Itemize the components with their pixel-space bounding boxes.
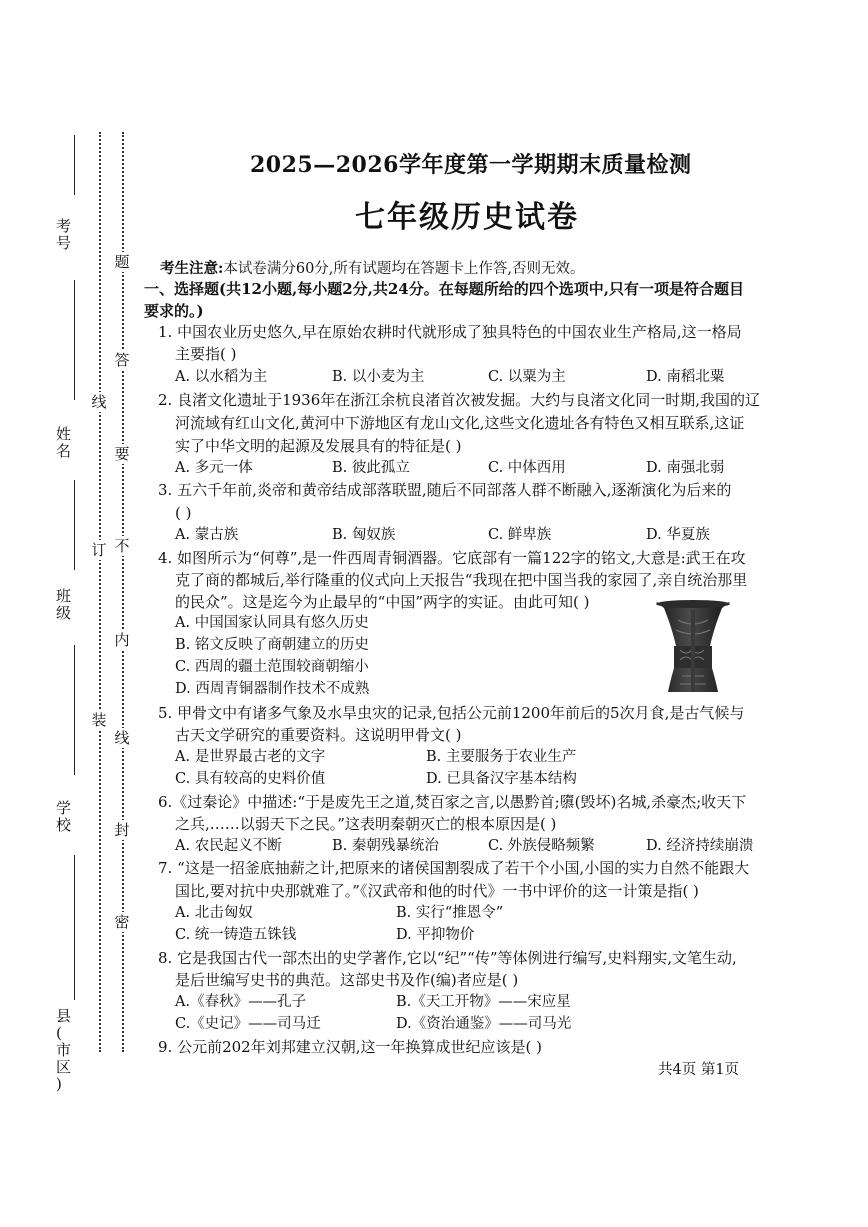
- option-6d[interactable]: D. 经济持续崩溃: [646, 838, 754, 854]
- option-8b[interactable]: B.《天工开物》——宋应星: [396, 994, 571, 1010]
- question-1-line: 1. 中国农业历史悠久,早在原始农耕时代就形成了独具特色的中国农业生产格局,这一格局: [158, 323, 742, 341]
- option-2c[interactable]: C. 中体西用: [488, 460, 566, 476]
- seal-word: 答: [114, 351, 130, 369]
- label-exam-number: 考 号: [56, 217, 72, 252]
- question-8-line: 8. 它是我国古代一部杰出的史学著作,它以“纪”“传”等体例进行编写,史料翔实,文笔生动,: [158, 949, 737, 967]
- notice-label: 考生注意:: [160, 260, 224, 277]
- option-5c[interactable]: C. 具有较高的史料价值: [175, 771, 326, 787]
- label-class: 班 级: [56, 587, 72, 622]
- exam-title: 2025—2026学年度第一学期期末质量检测: [250, 152, 692, 178]
- question-7-line: 国比,要对抗中央那就难了。”《汉武帝和他的时代》一书中评价的这一计策是指( ): [175, 882, 699, 900]
- question-4-line: 4. 如图所示为“何尊”,是一件西周青铜酒器。它底部有一篇122字的铭文,大意是:武王在攻: [158, 549, 746, 567]
- seal-word: 封: [114, 821, 130, 839]
- binding-line: [74, 280, 75, 400]
- seal-word: 线: [114, 729, 130, 747]
- option-1a[interactable]: A. 以水稻为主: [175, 369, 268, 385]
- option-4c[interactable]: C. 西周的疆土范围较商朝缩小: [175, 659, 369, 675]
- binding-word: 装: [91, 711, 107, 729]
- option-5a[interactable]: A. 是世界最古老的文字: [175, 749, 326, 765]
- option-6a[interactable]: A. 农民起义不断: [175, 838, 282, 854]
- seal-word: 不: [114, 537, 130, 555]
- notice: [160, 257, 585, 278]
- option-4a[interactable]: A. 中国国家认同具有悠久历史: [175, 615, 369, 631]
- label-county: 县 ( 市 区 ): [56, 1007, 72, 1093]
- option-2b[interactable]: B. 彼此孤立: [332, 460, 410, 476]
- seal-word: 要: [114, 445, 130, 463]
- binding-line: [74, 855, 75, 1000]
- option-5b[interactable]: B. 主要服务于农业生产: [426, 749, 577, 765]
- option-3d[interactable]: D. 华夏族: [646, 527, 710, 543]
- option-2a[interactable]: A. 多元一体: [175, 460, 253, 476]
- exam-subtitle: 七年级历史试卷: [355, 200, 579, 235]
- option-3c[interactable]: C. 鲜卑族: [488, 527, 552, 543]
- option-1b[interactable]: B. 以小麦为主: [332, 369, 425, 385]
- question-6-line: 之兵,……以弱天下之民。”这表明秦朝灭亡的根本原因是( ): [175, 815, 557, 833]
- option-8c[interactable]: C.《史记》——司马迁: [175, 1016, 321, 1032]
- question-3-line: 3. 五六千年前,炎帝和黄帝结成部落联盟,随后不同部落人群不断融入,逐渐演化为后来的: [158, 481, 732, 499]
- question-1-line: 主要指( ): [175, 345, 237, 363]
- option-6c[interactable]: C. 外族侵略频繁: [488, 838, 595, 854]
- question-7-line: 7. “这是一招釜底抽薪之计,把原来的诸侯国割裂成了若干个小国,小国的实力自然不能跟大: [158, 859, 750, 877]
- seal-word: 内: [114, 631, 130, 649]
- question-5-line: 古天文学研究的重要资料。这说明甲骨文( ): [175, 726, 462, 744]
- option-7d[interactable]: D. 平抑物价: [396, 927, 475, 943]
- question-2-line: 实了中华文明的起源及发展具有的特征是( ): [175, 437, 462, 455]
- section-heading: 一、选择题(共12小题,每小题2分,共24分。在每题所给的四个选项中,只有一项是符合题目 要求的。): [144, 280, 744, 320]
- option-3b[interactable]: B. 匈奴族: [332, 527, 396, 543]
- option-6b[interactable]: B. 秦朝残暴统治: [332, 838, 439, 854]
- seal-word: 题: [114, 253, 130, 271]
- notice-text: 本试卷满分60分,所有试题均在答题卡上作答,否则无效。: [223, 261, 585, 277]
- option-7a[interactable]: A. 北击匈奴: [175, 905, 253, 921]
- option-7c[interactable]: C. 统一铸造五铢钱: [175, 927, 297, 943]
- binding-word: 线: [91, 393, 107, 411]
- seal-word: 密: [114, 913, 130, 931]
- label-school: 学 校: [56, 799, 72, 834]
- question-8-line: 是后世编写史书的典范。这部史书及作(编)者应是( ): [175, 971, 519, 989]
- question-2-line: 河流域有红山文化,黄河中下游地区有龙山文化,这些文化遗址各有特色又相互联系,这证: [175, 414, 745, 432]
- question-2-line: 2. 良渚文化遗址于1936年在浙江余杭良渚首次被发掘。大约与良渚文化同一时期,我国的辽: [158, 391, 761, 409]
- binding-dotted-line: [99, 132, 101, 1052]
- question-5-line: 5. 甲骨文中有诸多气象及水旱虫灾的记录,包括公元前1200年前后的5次月食,是古气候与: [158, 704, 745, 722]
- label-name: 姓 名: [56, 425, 72, 460]
- option-8d[interactable]: D.《资治通鉴》——司马光: [396, 1016, 572, 1032]
- question-9-line: 9. 公元前202年刘邦建立汉朝,这一年换算成世纪应该是( ): [158, 1038, 542, 1056]
- option-1d[interactable]: D. 南稻北粟: [646, 369, 725, 385]
- binding-line: [74, 135, 75, 195]
- he-zun-vessel-image: [652, 598, 734, 696]
- binding-line: [74, 480, 75, 570]
- binding-word: 订: [91, 541, 107, 559]
- option-3a[interactable]: A. 蒙古族: [175, 527, 239, 543]
- option-7b[interactable]: B. 实行“推恩令”: [396, 905, 504, 921]
- question-4-line: 的民众”。这是迄今为止最早的“中国”两字的实证。由此可知( ): [175, 593, 590, 611]
- option-5d[interactable]: D. 已具备汉字基本结构: [426, 771, 577, 787]
- question-3-line: ( ): [175, 504, 192, 522]
- option-8a[interactable]: A.《春秋》——孔子: [175, 994, 307, 1010]
- option-4d[interactable]: D. 西周青铜器制作技术不成熟: [175, 681, 370, 697]
- question-4-line: 克了商的都城后,举行隆重的仪式向上天报告“我现在把中国当我的家园了,亲自统治那里: [175, 571, 748, 589]
- option-1c[interactable]: C. 以粟为主: [488, 369, 566, 385]
- question-6-line: 6.《过秦论》中描述:“于是废先王之道,焚百家之言,以愚黔首;隳(毁坏)名城,杀豪杰;收天下: [158, 793, 747, 811]
- option-4b[interactable]: B. 铭文反映了商朝建立的历史: [175, 637, 369, 653]
- page-footer: 共4页 第1页: [658, 1062, 740, 1078]
- binding-line: [74, 645, 75, 775]
- option-2d[interactable]: D. 南强北弱: [646, 460, 725, 476]
